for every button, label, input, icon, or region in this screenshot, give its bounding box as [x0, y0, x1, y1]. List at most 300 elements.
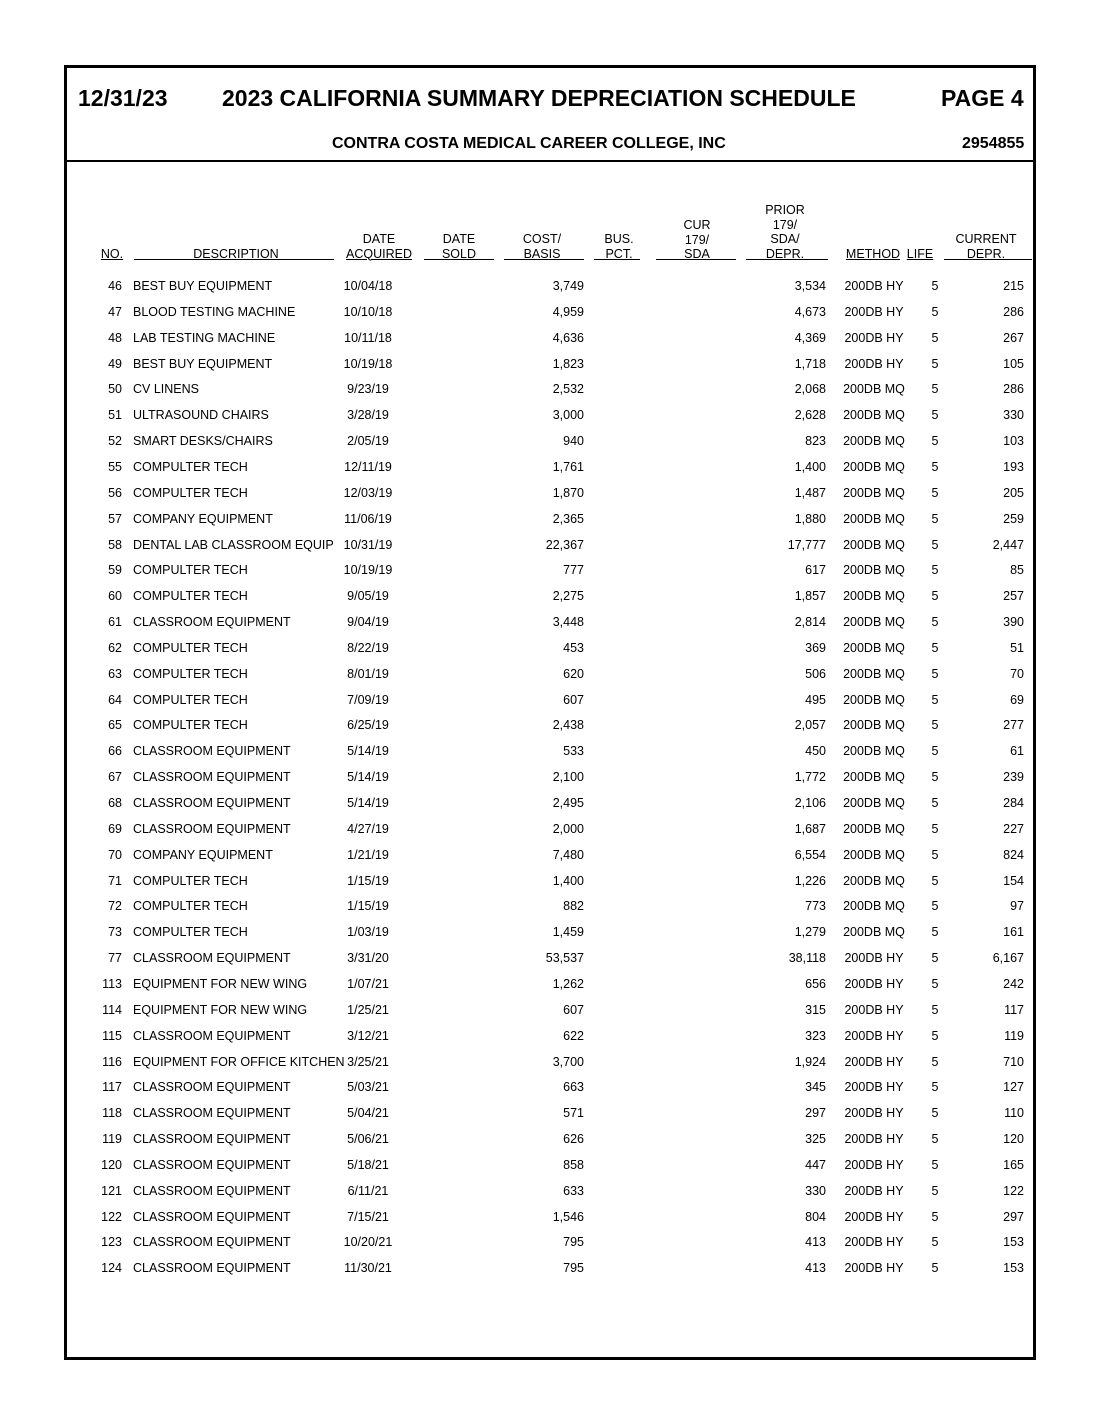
header-divider [67, 160, 1033, 162]
life: 5 [931, 692, 939, 707]
life: 5 [931, 847, 939, 862]
prior-depreciation: 3,534 [794, 279, 826, 293]
method: 200DB HY [844, 1235, 904, 1250]
life: 5 [931, 485, 939, 500]
life: 5 [931, 666, 939, 681]
life: 5 [931, 589, 939, 604]
current-depreciation: 119 [1004, 1028, 1024, 1043]
col-date-acquired [342, 232, 416, 261]
col-cur-underline [656, 259, 736, 260]
table-row [0, 331, 1100, 351]
item-number: 64 [108, 692, 122, 707]
table-row [0, 925, 1100, 945]
table-row [0, 1003, 1100, 1023]
item-number: 117 [102, 1080, 122, 1095]
cost-basis: 777 [563, 563, 584, 578]
cost-basis: 795 [563, 1261, 584, 1276]
current-depreciation: 297 [1003, 1209, 1024, 1224]
item-number: 55 [108, 459, 122, 474]
life: 5 [931, 563, 939, 578]
col-prior-line3: SDA/ [770, 232, 800, 246]
method: 200DB MQ [843, 796, 905, 810]
item-number: 52 [108, 434, 122, 449]
col-cost-line2: BASIS [523, 246, 561, 261]
date-acquired: 6/25/19 [347, 718, 389, 733]
prior-depreciation: 495 [805, 692, 826, 707]
method: 200DB MQ [843, 821, 905, 836]
current-depreciation: 286 [1003, 304, 1024, 319]
table-row [0, 770, 1100, 790]
item-number: 65 [108, 718, 122, 733]
method: 200DB HY [844, 1054, 904, 1069]
current-depreciation: 69 [1010, 692, 1024, 707]
item-number: 56 [108, 485, 122, 500]
table-row [0, 1210, 1100, 1230]
col-date-sold-underline [424, 259, 494, 260]
life: 5 [931, 1209, 939, 1224]
item-description: ULTRASOUND CHAIRS [133, 408, 269, 423]
current-depreciation: 120 [1003, 1132, 1024, 1147]
current-depreciation: 284 [1003, 796, 1024, 810]
prior-depreciation: 330 [805, 1183, 826, 1198]
cost-basis: 3,700 [552, 1054, 584, 1069]
method: 200DB MQ [843, 770, 905, 785]
col-date-acquired-line1: DATE [362, 232, 396, 246]
method: 200DB HY [844, 1132, 904, 1147]
date-acquired: 9/23/19 [347, 382, 389, 397]
method: 200DB HY [844, 1080, 904, 1095]
life: 5 [931, 382, 939, 397]
current-depreciation: 205 [1003, 485, 1024, 500]
item-number: 116 [102, 1054, 122, 1069]
current-depreciation: 286 [1003, 382, 1024, 397]
current-depreciation: 51 [1010, 640, 1024, 655]
col-prior-line2: 179/ [772, 217, 798, 232]
prior-depreciation: 4,673 [794, 304, 826, 319]
prior-depreciation: 369 [805, 640, 826, 655]
method: 200DB MQ [843, 873, 905, 888]
date-acquired: 5/14/19 [347, 796, 389, 810]
date-acquired: 5/14/19 [347, 770, 389, 785]
item-number: 72 [108, 899, 122, 914]
prior-depreciation: 804 [805, 1209, 826, 1224]
table-row [0, 279, 1100, 299]
item-description: COMPULTER TECH [133, 563, 248, 578]
date-acquired: 9/04/19 [347, 615, 389, 630]
table-row [0, 693, 1100, 713]
cost-basis: 858 [563, 1157, 584, 1172]
item-description: COMPANY EQUIPMENT [133, 847, 273, 862]
method: 200DB MQ [843, 382, 905, 397]
item-description: COMPULTER TECH [133, 666, 248, 681]
item-number: 50 [108, 382, 122, 397]
item-number: 114 [102, 1002, 122, 1017]
table-row [0, 408, 1100, 428]
date-acquired: 2/05/19 [347, 434, 389, 449]
date-acquired: 7/15/21 [347, 1209, 389, 1224]
item-number: 113 [102, 976, 122, 991]
col-method: METHOD [845, 247, 901, 261]
current-depreciation: 122 [1003, 1183, 1024, 1198]
date-acquired: 3/12/21 [347, 1028, 389, 1043]
prior-depreciation: 297 [805, 1106, 826, 1121]
date-acquired: 1/15/19 [347, 899, 389, 914]
method: 200DB MQ [843, 485, 905, 500]
col-bus-pct [594, 232, 644, 261]
current-depreciation: 277 [1003, 718, 1024, 733]
prior-depreciation: 17,777 [787, 537, 826, 552]
cost-basis: 2,365 [552, 511, 584, 526]
table-row [0, 899, 1100, 919]
current-depreciation: 110 [1004, 1106, 1024, 1121]
date-acquired: 11/30/21 [344, 1261, 392, 1276]
life: 5 [931, 796, 939, 810]
method: 200DB MQ [843, 408, 905, 423]
item-description: COMPULTER TECH [133, 718, 248, 733]
item-description: COMPULTER TECH [133, 459, 248, 474]
date-acquired: 3/31/20 [347, 951, 389, 966]
cost-basis: 607 [563, 692, 584, 707]
cost-basis: 4,636 [552, 330, 584, 345]
prior-depreciation: 323 [805, 1028, 826, 1043]
method: 200DB HY [844, 1183, 904, 1198]
item-number: 121 [101, 1183, 122, 1198]
life: 5 [931, 640, 939, 655]
item-description: CV LINENS [133, 382, 199, 397]
item-number: 66 [108, 744, 122, 759]
col-current-depr [948, 232, 1024, 261]
item-number: 60 [108, 589, 122, 604]
cost-basis: 533 [563, 744, 584, 759]
method: 200DB HY [844, 1209, 904, 1224]
cost-basis: 607 [563, 1002, 584, 1017]
prior-depreciation: 2,057 [794, 718, 826, 733]
table-row [0, 718, 1100, 738]
col-cur-line2: 179/ [684, 232, 710, 247]
col-current-underline [944, 259, 1032, 260]
table-row [0, 848, 1100, 868]
table-row [0, 1235, 1100, 1255]
current-depreciation: 85 [1010, 563, 1024, 578]
date-acquired: 3/25/21 [347, 1054, 389, 1069]
life: 5 [931, 873, 939, 888]
life: 5 [931, 1054, 939, 1069]
prior-depreciation: 1,487 [794, 485, 826, 500]
date-acquired: 10/31/19 [343, 537, 393, 552]
item-description: CLASSROOM EQUIPMENT [133, 796, 291, 810]
col-bus-line2: PCT. [605, 246, 633, 261]
date-acquired: 11/06/19 [344, 511, 392, 526]
method: 200DB MQ [843, 666, 905, 681]
life: 5 [931, 1106, 939, 1121]
item-description: EQUIPMENT FOR NEW WING [133, 976, 308, 991]
method: 200DB MQ [843, 615, 905, 630]
current-depreciation: 215 [1003, 279, 1024, 293]
date-acquired: 7/09/19 [347, 692, 389, 707]
method: 200DB MQ [843, 640, 905, 655]
item-description: COMPULTER TECH [133, 640, 248, 655]
col-cur-line1: CUR [683, 218, 711, 232]
col-bus-line1: BUS. [604, 232, 634, 246]
prior-depreciation: 450 [805, 744, 826, 759]
current-depreciation: 154 [1003, 873, 1024, 888]
item-description: LAB TESTING MACHINE [133, 330, 276, 345]
method: 200DB MQ [843, 744, 905, 759]
prior-depreciation: 2,106 [794, 796, 826, 810]
col-prior-line1: PRIOR [765, 203, 805, 217]
item-description: COMPULTER TECH [133, 899, 248, 914]
date-acquired: 10/20/21 [343, 1235, 393, 1250]
item-number: 68 [108, 796, 122, 810]
current-depreciation: 390 [1003, 615, 1024, 630]
current-depreciation: 824 [1003, 847, 1024, 862]
method: 200DB MQ [843, 847, 905, 862]
prior-depreciation: 1,718 [794, 356, 826, 371]
prior-depreciation: 2,814 [794, 615, 826, 630]
cost-basis: 7,480 [552, 847, 584, 862]
prior-depreciation: 325 [805, 1132, 826, 1147]
date-acquired: 10/10/18 [343, 304, 393, 319]
item-number: 69 [108, 821, 122, 836]
item-description: CLASSROOM EQUIPMENT [133, 1080, 291, 1095]
item-description: COMPULTER TECH [133, 589, 248, 604]
item-number: 123 [101, 1235, 122, 1250]
table-row [0, 1055, 1100, 1075]
cost-basis: 3,000 [552, 408, 584, 423]
date-acquired: 3/28/19 [347, 408, 389, 423]
current-depreciation: 105 [1003, 356, 1024, 371]
prior-depreciation: 38,118 [788, 951, 826, 966]
cost-basis: 3,448 [552, 615, 584, 630]
prior-depreciation: 1,924 [794, 1054, 826, 1069]
prior-depreciation: 447 [805, 1157, 826, 1172]
cost-basis: 2,100 [552, 770, 584, 785]
col-date-sold-line1: DATE [442, 232, 476, 246]
life: 5 [931, 1002, 939, 1017]
life: 5 [931, 537, 939, 552]
cost-basis: 2,000 [552, 821, 584, 836]
current-depreciation: 257 [1003, 589, 1024, 604]
item-description: CLASSROOM EQUIPMENT [133, 821, 291, 836]
table-row [0, 641, 1100, 661]
date-acquired: 4/27/19 [347, 821, 389, 836]
life: 5 [931, 279, 939, 293]
current-depreciation: 6,167 [992, 951, 1024, 966]
item-number: 115 [102, 1028, 122, 1043]
item-number: 122 [101, 1209, 122, 1224]
cost-basis: 4,959 [552, 304, 584, 319]
item-number: 70 [108, 847, 122, 862]
item-description: CLASSROOM EQUIPMENT [133, 951, 291, 966]
life: 5 [931, 459, 939, 474]
cost-basis: 1,459 [552, 925, 584, 940]
col-cost-basis [504, 232, 580, 261]
item-description: EQUIPMENT FOR OFFICE KITCHEN [133, 1054, 345, 1069]
col-cost-line1: COST/ [522, 232, 562, 246]
table-row [0, 874, 1100, 894]
table-row [0, 305, 1100, 325]
item-number: 62 [108, 640, 122, 655]
life: 5 [931, 718, 939, 733]
cost-basis: 22,367 [545, 537, 584, 552]
date-acquired: 1/21/19 [347, 847, 389, 862]
col-prior-underline [746, 259, 828, 260]
item-description: COMPULTER TECH [133, 873, 248, 888]
table-row [0, 538, 1100, 558]
table-row [0, 1029, 1100, 1049]
item-description: COMPULTER TECH [133, 485, 248, 500]
table-row [0, 1261, 1100, 1281]
life: 5 [931, 1080, 939, 1095]
item-description: EQUIPMENT FOR NEW WING [133, 1002, 308, 1017]
page-title: 2023 CALIFORNIA SUMMARY DEPRECIATION SCHEDULE [222, 85, 856, 111]
cost-basis: 2,532 [552, 382, 584, 397]
table-row [0, 1080, 1100, 1100]
method: 200DB MQ [843, 925, 905, 940]
item-number: 59 [108, 563, 122, 578]
method: 200DB HY [844, 1028, 904, 1043]
cost-basis: 626 [563, 1132, 584, 1147]
prior-depreciation: 1,857 [794, 589, 826, 604]
col-description: DESCRIPTION [193, 247, 279, 261]
item-description: CLASSROOM EQUIPMENT [133, 1132, 291, 1147]
prior-depreciation: 773 [805, 899, 826, 914]
item-description: COMPULTER TECH [133, 692, 248, 707]
table-row [0, 589, 1100, 609]
current-depreciation: 330 [1003, 408, 1024, 423]
prior-depreciation: 6,554 [794, 847, 826, 862]
table-row [0, 563, 1100, 583]
prior-depreciation: 413 [805, 1261, 826, 1276]
life: 5 [931, 434, 939, 449]
prior-depreciation: 315 [805, 1002, 826, 1017]
current-depreciation: 227 [1003, 821, 1024, 836]
item-number: 51 [108, 408, 122, 423]
current-depreciation: 193 [1003, 459, 1024, 474]
date-acquired: 12/03/19 [343, 485, 393, 500]
method: 200DB HY [844, 304, 904, 319]
date-acquired: 5/03/21 [347, 1080, 389, 1095]
col-bus-underline [594, 259, 640, 260]
current-depreciation: 153 [1003, 1261, 1024, 1276]
item-description: CLASSROOM EQUIPMENT [133, 1183, 291, 1198]
col-date-sold-line2: SOLD [441, 246, 477, 261]
cost-basis: 940 [563, 434, 584, 449]
current-depreciation: 70 [1010, 666, 1024, 681]
table-row [0, 667, 1100, 687]
prior-depreciation: 1,687 [794, 821, 826, 836]
prior-depreciation: 1,226 [794, 873, 826, 888]
life: 5 [931, 925, 939, 940]
col-current-line2: DEPR. [966, 246, 1006, 261]
item-number: 118 [102, 1106, 122, 1121]
date-acquired: 6/11/21 [347, 1183, 389, 1198]
date-acquired: 10/04/18 [343, 279, 393, 293]
item-description: CLASSROOM EQUIPMENT [133, 770, 291, 785]
prior-depreciation: 1,279 [794, 925, 826, 940]
current-depreciation: 103 [1003, 434, 1024, 449]
cost-basis: 453 [563, 640, 584, 655]
method: 200DB MQ [843, 563, 905, 578]
table-row [0, 486, 1100, 506]
prior-depreciation: 413 [805, 1235, 826, 1250]
method: 200DB MQ [843, 537, 905, 552]
current-depreciation: 267 [1003, 330, 1024, 345]
col-description-underline [134, 259, 334, 260]
life: 5 [931, 821, 939, 836]
cost-basis: 2,495 [552, 796, 584, 810]
item-description: BLOOD TESTING MACHINE [133, 304, 296, 319]
life: 5 [931, 511, 939, 526]
method: 200DB HY [844, 951, 904, 966]
item-description: CLASSROOM EQUIPMENT [133, 1235, 291, 1250]
method: 200DB HY [844, 1002, 904, 1017]
prior-depreciation: 656 [805, 976, 826, 991]
col-cost-underline [504, 259, 584, 260]
date-acquired: 5/14/19 [347, 744, 389, 759]
life: 5 [931, 1235, 939, 1250]
method: 200DB HY [844, 976, 904, 991]
date-acquired: 8/01/19 [347, 666, 389, 681]
life: 5 [931, 951, 939, 966]
item-number: 119 [102, 1132, 122, 1147]
item-description: CLASSROOM EQUIPMENT [133, 1028, 291, 1043]
table-row [0, 615, 1100, 635]
table-row [0, 1106, 1100, 1126]
method: 200DB MQ [843, 718, 905, 733]
cost-basis: 882 [563, 899, 584, 914]
date-acquired: 10/19/19 [343, 563, 393, 578]
col-current-line1: CURRENT [955, 232, 1017, 246]
table-row [0, 382, 1100, 402]
prior-depreciation: 506 [805, 666, 826, 681]
date-acquired: 5/04/21 [347, 1106, 389, 1121]
table-row [0, 460, 1100, 480]
life: 5 [931, 304, 939, 319]
life: 5 [931, 744, 939, 759]
date-acquired: 1/07/21 [347, 976, 389, 991]
item-number: 67 [108, 770, 122, 785]
cost-basis: 1,870 [552, 485, 584, 500]
method: 200DB HY [844, 1261, 904, 1276]
current-depreciation: 242 [1003, 976, 1024, 991]
item-number: 124 [101, 1261, 122, 1276]
current-depreciation: 153 [1003, 1235, 1024, 1250]
item-number: 61 [108, 615, 122, 630]
method: 200DB MQ [843, 434, 905, 449]
method: 200DB MQ [843, 511, 905, 526]
method: 200DB HY [844, 1157, 904, 1172]
item-number: 47 [108, 304, 122, 319]
cost-basis: 1,400 [552, 873, 584, 888]
cost-basis: 1,761 [552, 459, 584, 474]
cost-basis: 795 [563, 1235, 584, 1250]
cost-basis: 571 [563, 1106, 584, 1121]
table-row [0, 796, 1100, 816]
table-row [0, 357, 1100, 377]
current-depreciation: 259 [1003, 511, 1024, 526]
table-row [0, 977, 1100, 997]
current-depreciation: 117 [1004, 1002, 1024, 1017]
method: 200DB MQ [843, 692, 905, 707]
method: 200DB MQ [843, 899, 905, 914]
item-number: 58 [108, 537, 122, 552]
table-row [0, 1184, 1100, 1204]
cost-basis: 2,275 [552, 589, 584, 604]
table-row [0, 822, 1100, 842]
date-acquired: 1/03/19 [347, 925, 389, 940]
date-acquired: 5/18/21 [347, 1157, 389, 1172]
